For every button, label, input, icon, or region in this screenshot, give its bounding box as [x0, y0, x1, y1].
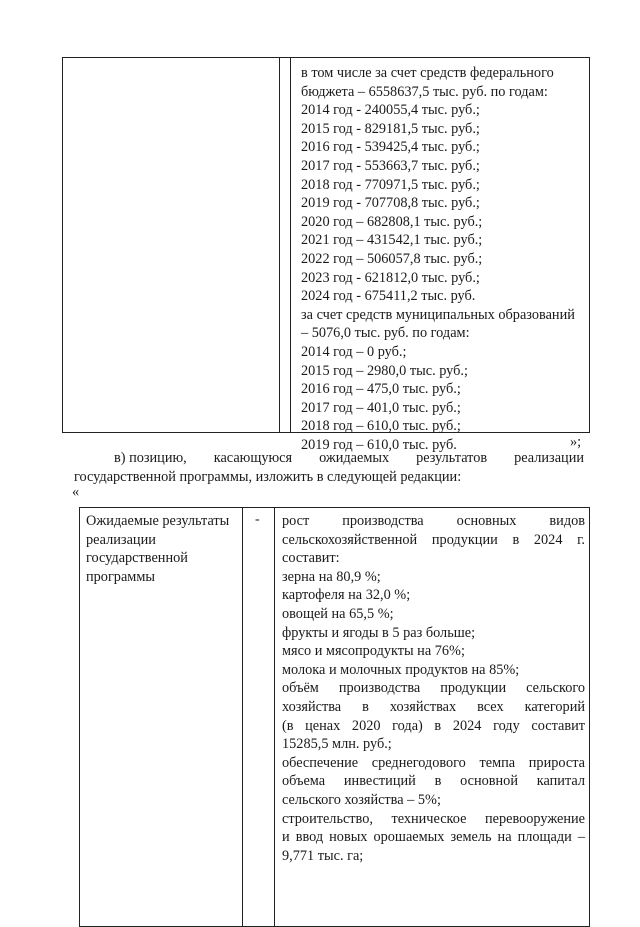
results-line: 15285,5 млн. руб.; [282, 736, 392, 753]
results-line: сельскохозяйственной продукции в 2024 г. [282, 531, 585, 548]
results-label-line: государственной [86, 550, 188, 567]
results-label-line: программы [86, 568, 156, 585]
results-line: рост производства основных видов [282, 513, 585, 529]
instruction-paragraph [74, 449, 584, 486]
financing-line: 2020 год – 682808,1 тыс. руб.; [301, 213, 483, 230]
financing-line: 2023 год - 621812,0 тыс. руб.; [301, 269, 480, 286]
financing-line: 2016 год - 539425,4 тыс. руб.; [301, 139, 480, 156]
results-line: картофеля на 32,0 %; [282, 587, 411, 604]
results-line: мясо и мясопродукты на 76%; [282, 643, 465, 660]
financing-line: за счет средств муниципальных образований [301, 306, 575, 323]
closing-quote: »; [570, 434, 582, 450]
results-line: и ввод новых орошаемых земель на площади – [282, 829, 585, 846]
results-label-line: Ожидаемые результаты [86, 513, 230, 529]
column-divider [242, 508, 243, 926]
financing-line: 2024 год - 675411,2 тыс. руб. [301, 288, 476, 305]
results-line: объема инвестиций в основной капитал [282, 773, 585, 790]
results-line: обеспечение среднегодового темпа прироста [282, 754, 585, 771]
instruction-line-2: государственной программы, изложить в следующей редакции: [74, 468, 462, 485]
financing-line: 2017 год – 401,0 тыс. руб.; [301, 399, 461, 416]
instruction-word: результатов [416, 450, 488, 466]
instruction-word: касающуюся [213, 450, 293, 466]
column-divider [279, 58, 280, 432]
column-divider [274, 508, 275, 926]
financing-line: 2022 год – 506057,8 тыс. руб.; [301, 250, 483, 267]
results-line: (в ценах 2020 года) в 2024 году составит [282, 717, 585, 734]
instruction-line-1 [74, 449, 584, 468]
financing-line: 2017 год - 553663,7 тыс. руб.; [301, 157, 480, 174]
results-text [282, 512, 585, 865]
results-line: объём производства продукции сельского [282, 680, 585, 697]
financing-line: 2014 год – 0 руб.; [301, 343, 407, 360]
results-line: зерна на 80,9 %; [282, 568, 381, 585]
financing-line: 2019 год - 707708,8 тыс. руб.; [301, 195, 480, 212]
financing-table [62, 57, 590, 453]
financing-line: 2016 год – 475,0 тыс. руб.; [301, 381, 461, 398]
results-line: сельского хозяйства – 5%; [282, 791, 441, 808]
financing-line: 2018 год - 770971,5 тыс. руб.; [301, 176, 480, 193]
results-line: хозяйства в хозяйствах всех категорий [282, 698, 585, 715]
instruction-word: реализации [514, 450, 584, 466]
results-line: фрукты и ягоды в 5 раз больше; [282, 624, 476, 641]
results-label-line: реализации [86, 531, 156, 548]
results-label [86, 512, 236, 586]
results-table [79, 507, 590, 927]
financing-line: 2014 год - 240055,4 тыс. руб.; [301, 102, 480, 119]
financing-line: – 5076,0 тыс. руб. по годам: [301, 325, 470, 342]
column-divider [290, 58, 291, 432]
instruction-word: ожидаемых [319, 450, 390, 466]
results-line: молока и молочных продуктов на 85%; [282, 661, 520, 678]
separator-dash: - [255, 512, 260, 527]
results-line: составит: [282, 550, 340, 567]
financing-line: 2015 год – 2980,0 тыс. руб.; [301, 362, 468, 379]
opening-quote: « [72, 484, 80, 500]
results-line: строительство, техническое перевооружение [282, 810, 585, 827]
financing-text [301, 64, 586, 454]
results-line: овощей на 65,5 %; [282, 605, 394, 622]
financing-line: 2015 год - 829181,5 тыс. руб.; [301, 120, 480, 137]
financing-line: в том числе за счет средств федерального [301, 65, 554, 81]
financing-line: 2021 год – 431542,1 тыс. руб.; [301, 232, 483, 249]
results-line: 9,771 тыс. га; [282, 847, 364, 864]
instruction-word: в) позицию, [114, 450, 187, 466]
financing-line: бюджета – 6558637,5 тыс. руб. по годам: [301, 83, 548, 100]
financing-line: 2019 год – 610,0 тыс. руб. [301, 436, 457, 453]
financing-line: 2018 год – 610,0 тыс. руб.; [301, 418, 461, 435]
